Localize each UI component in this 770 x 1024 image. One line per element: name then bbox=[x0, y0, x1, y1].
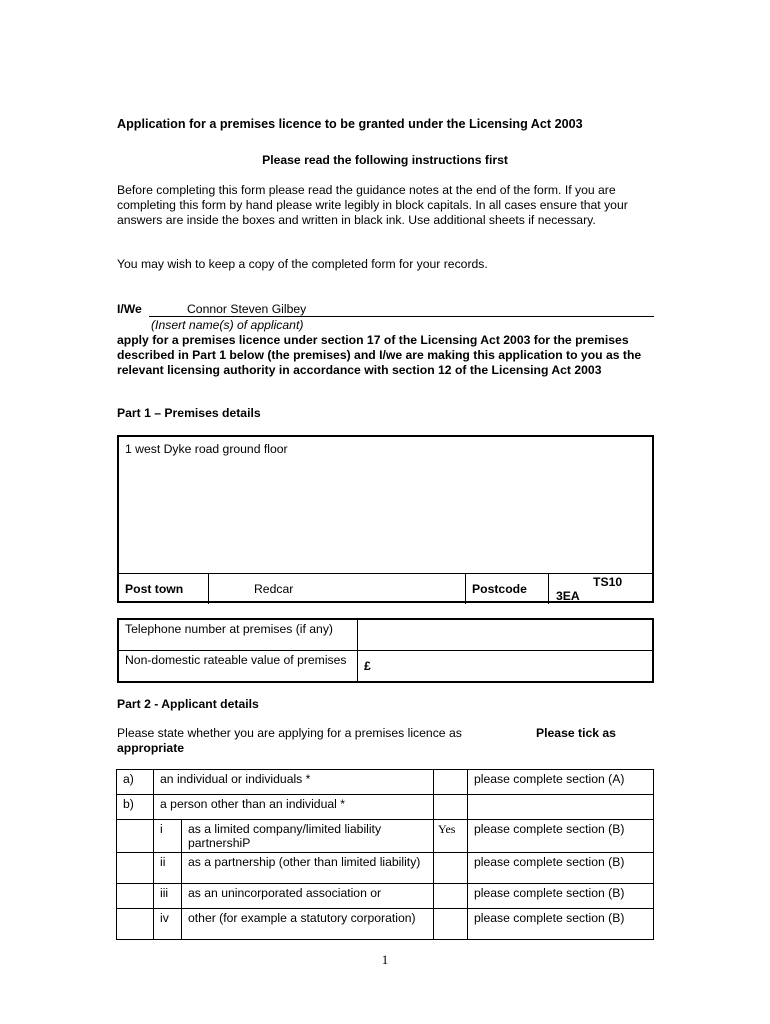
applicant-name-line bbox=[149, 316, 654, 317]
row-action: please complete section (A) bbox=[468, 770, 654, 795]
row-numeral: ii bbox=[154, 853, 182, 884]
table-row bbox=[117, 909, 654, 940]
post-town-label: Post town bbox=[125, 582, 184, 596]
applicant-label: I/We bbox=[117, 302, 142, 316]
post-town-row bbox=[119, 573, 652, 604]
instructions-paragraph: Before completing this form please read the guidance notes at the end of the form. If you are completing this form by hand please write legibly in block capitals. In all cases ensure that your answers are inside the boxes and written in black ink. Use additional sheets if necessary. bbox=[117, 183, 628, 227]
divider bbox=[208, 574, 209, 604]
row-description: other (for example a statutory corporation) bbox=[182, 909, 434, 940]
tick-box[interactable] bbox=[434, 853, 468, 884]
row-letter: a) bbox=[117, 770, 154, 795]
row-description: as an unincorporated association or bbox=[182, 884, 434, 909]
row-numeral: iii bbox=[154, 884, 182, 909]
row-spacer bbox=[117, 820, 154, 853]
tick-box[interactable] bbox=[434, 884, 468, 909]
table-row bbox=[117, 820, 654, 853]
application-statement: apply for a premises licence under section 17 of the Licensing Act 2003 for the premises described in Part 1 below (the premises) and I/we are making this application to you as the relevant licensing authority in accordance with section 12 of the Licensing Act 2003 bbox=[117, 333, 642, 377]
instructions-heading: Please read the following instructions first bbox=[262, 153, 508, 167]
telephone-field[interactable] bbox=[358, 619, 654, 651]
divider bbox=[465, 574, 466, 604]
table-row bbox=[117, 884, 654, 909]
row-description: an individual or individuals * bbox=[154, 770, 434, 795]
premises-extra-table bbox=[117, 618, 654, 683]
row-spacer bbox=[117, 909, 154, 940]
tick-box[interactable] bbox=[434, 795, 468, 820]
postcode-field-line2[interactable]: 3EA bbox=[556, 589, 580, 603]
table-row bbox=[117, 770, 654, 795]
divider bbox=[548, 574, 549, 604]
premises-address-box bbox=[117, 435, 654, 603]
applicant-type-question: Please state whether you are applying for a premises licence as bbox=[117, 726, 462, 740]
post-town-field[interactable]: Redcar bbox=[254, 582, 294, 596]
table-row bbox=[117, 853, 654, 884]
page-number: 1 bbox=[381, 952, 389, 967]
row-letter: b) bbox=[117, 795, 154, 820]
applicant-name-field[interactable]: Connor Steven Gilbey bbox=[187, 302, 307, 316]
tick-box[interactable] bbox=[434, 909, 468, 940]
row-description: as a partnership (other than limited liability) bbox=[182, 853, 434, 884]
postcode-field-line1[interactable]: TS10 bbox=[593, 575, 623, 589]
form-title: Application for a premises licence to be granted under the Licensing Act 2003 bbox=[117, 117, 583, 131]
row-action: please complete section (B) bbox=[468, 884, 654, 909]
postcode-label: Postcode bbox=[472, 582, 527, 596]
rateable-value-row bbox=[118, 651, 653, 683]
row-action: please complete section (B) bbox=[468, 820, 654, 853]
telephone-row bbox=[118, 619, 653, 651]
row-spacer bbox=[117, 853, 154, 884]
tick-instruction: Please tick as bbox=[536, 726, 616, 740]
row-description: as a limited company/limited liability partnershiP bbox=[182, 820, 434, 853]
applicant-name-hint: (Insert name(s) of applicant) bbox=[151, 318, 304, 332]
row-action: please complete section (B) bbox=[468, 909, 654, 940]
row-action: please complete section (B) bbox=[468, 853, 654, 884]
row-description: a person other than an individual * bbox=[154, 795, 434, 820]
premises-address-field[interactable]: 1 west Dyke road ground floor bbox=[125, 442, 288, 456]
applicant-type-table bbox=[116, 769, 654, 940]
row-action bbox=[468, 795, 654, 820]
table-row bbox=[117, 795, 654, 820]
telephone-label: Telephone number at premises (if any) bbox=[118, 619, 358, 651]
row-numeral: i bbox=[154, 820, 182, 853]
keep-copy-note: You may wish to keep a copy of the completed form for your records. bbox=[117, 257, 488, 271]
rateable-value-field[interactable]: £ bbox=[358, 651, 654, 683]
rateable-value-label: Non-domestic rateable value of premises bbox=[118, 651, 358, 683]
row-spacer bbox=[117, 884, 154, 909]
row-numeral: iv bbox=[154, 909, 182, 940]
part2-heading: Part 2 - Applicant details bbox=[117, 697, 259, 711]
tick-box[interactable] bbox=[434, 770, 468, 795]
tick-box[interactable]: Yes bbox=[434, 820, 468, 853]
tick-instruction-cont: appropriate bbox=[117, 741, 185, 755]
part1-heading: Part 1 – Premises details bbox=[117, 406, 261, 420]
